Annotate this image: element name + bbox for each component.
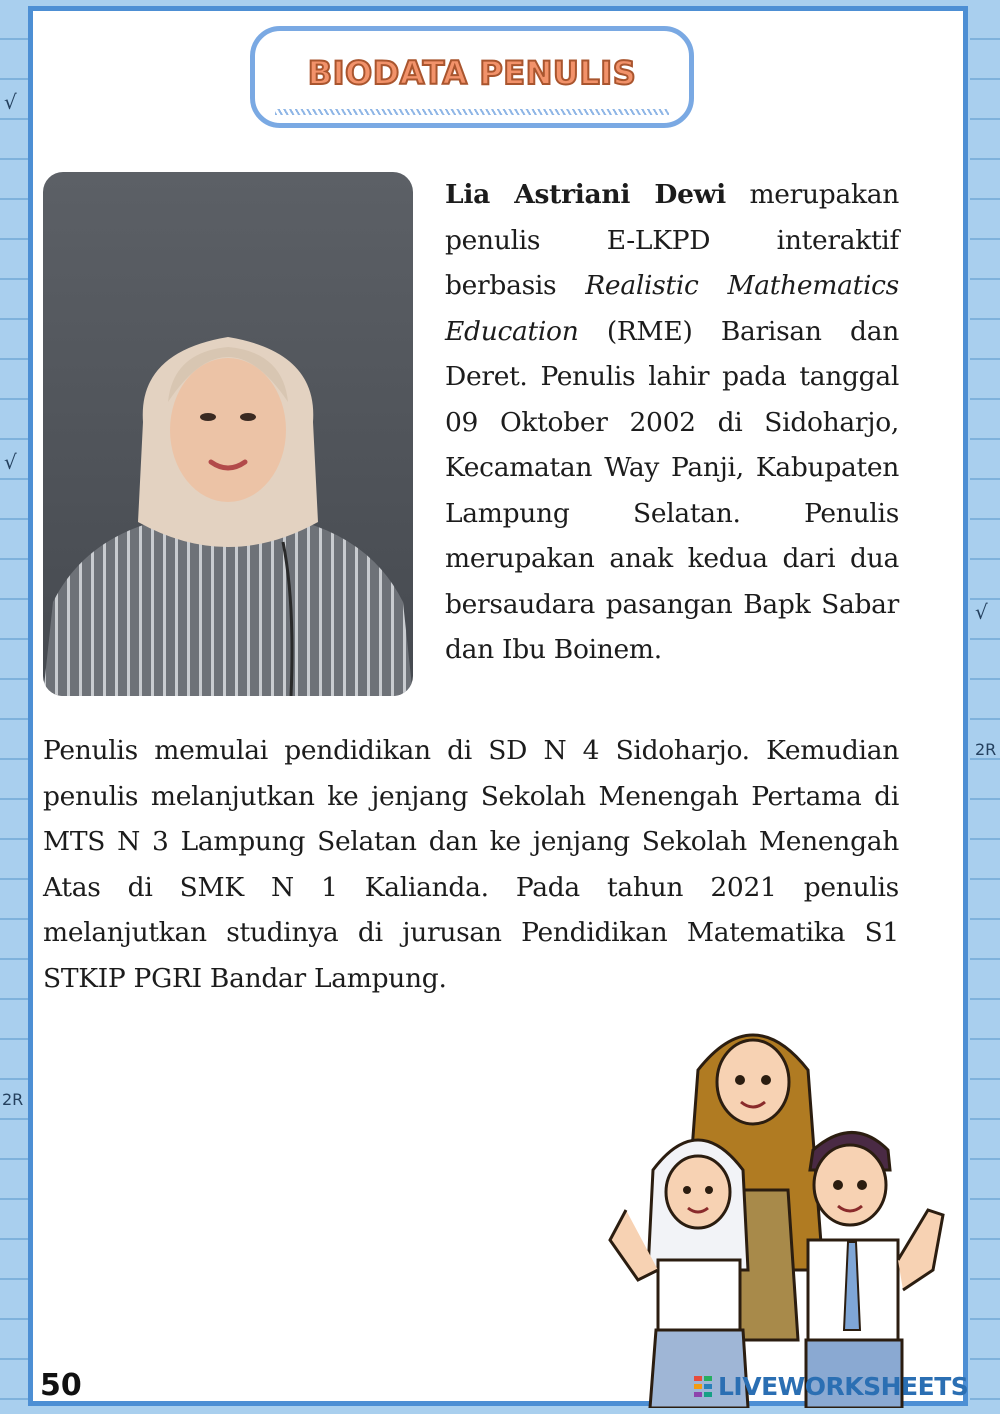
- formula-decoration-icon: 2R: [2, 1090, 24, 1109]
- formula-decoration-icon: 2R: [975, 740, 997, 759]
- teacher-students-illustration: [598, 1010, 963, 1408]
- liveworksheets-logo-icon: [694, 1374, 714, 1400]
- sqrt-decoration-icon: √: [975, 600, 988, 624]
- bio-paragraph-2: Penulis memulai pendidikan di SD N 4 Sidoharjo. Kemudian penulis melanjutkan ke jenjang Sekolah Menengah Pertama di MTS N 3 Lampung Selatan dan ke jenjang Sekolah Menengah Atas di SMK N 1 Kalianda. Pada tahun 2021 penulis melanjutkan studinya di jurusan Pendidikan Matematika S1 STKIP PGRI Bandar Lampung.: [43, 735, 899, 994]
- watermark-text: LIVEWORKSHEETS: [718, 1372, 969, 1401]
- left-border-pattern: [0, 0, 30, 1414]
- teacher-students-illustration-icon: [598, 1010, 963, 1408]
- bio-paragraph-1: [445, 172, 899, 673]
- title-hatch-decoration: [275, 109, 669, 115]
- author-photo: [43, 172, 413, 696]
- bio-italic-term: Realistic Mathematics Education: [445, 270, 899, 347]
- right-border-pattern: [970, 0, 1000, 1414]
- title-banner: [250, 26, 694, 128]
- author-photo-icon: [43, 172, 413, 696]
- bio-text-segment: merupakan penulis E-LKPD interaktif berbasis: [445, 179, 899, 301]
- sqrt-decoration-icon: √: [4, 90, 17, 114]
- liveworksheets-watermark[interactable]: [694, 1372, 968, 1401]
- page-title: BIODATA PENULIS: [307, 54, 637, 92]
- page-number: 50: [40, 1368, 82, 1403]
- bio-text-segment: (RME) Barisan dan Deret. Penulis lahir pada tanggal 09 Oktober 2002 di Sidoharjo, Kecamatan Way Panji, Kabupaten Lampung Selatan. Penulis merupakan anak kedua dari dua bersaudara pasangan Bapk Sabar dan Ibu Boinem.: [445, 315, 899, 665]
- sqrt-decoration-icon: √: [4, 450, 17, 474]
- author-name: Lia Astriani Dewi: [445, 179, 726, 210]
